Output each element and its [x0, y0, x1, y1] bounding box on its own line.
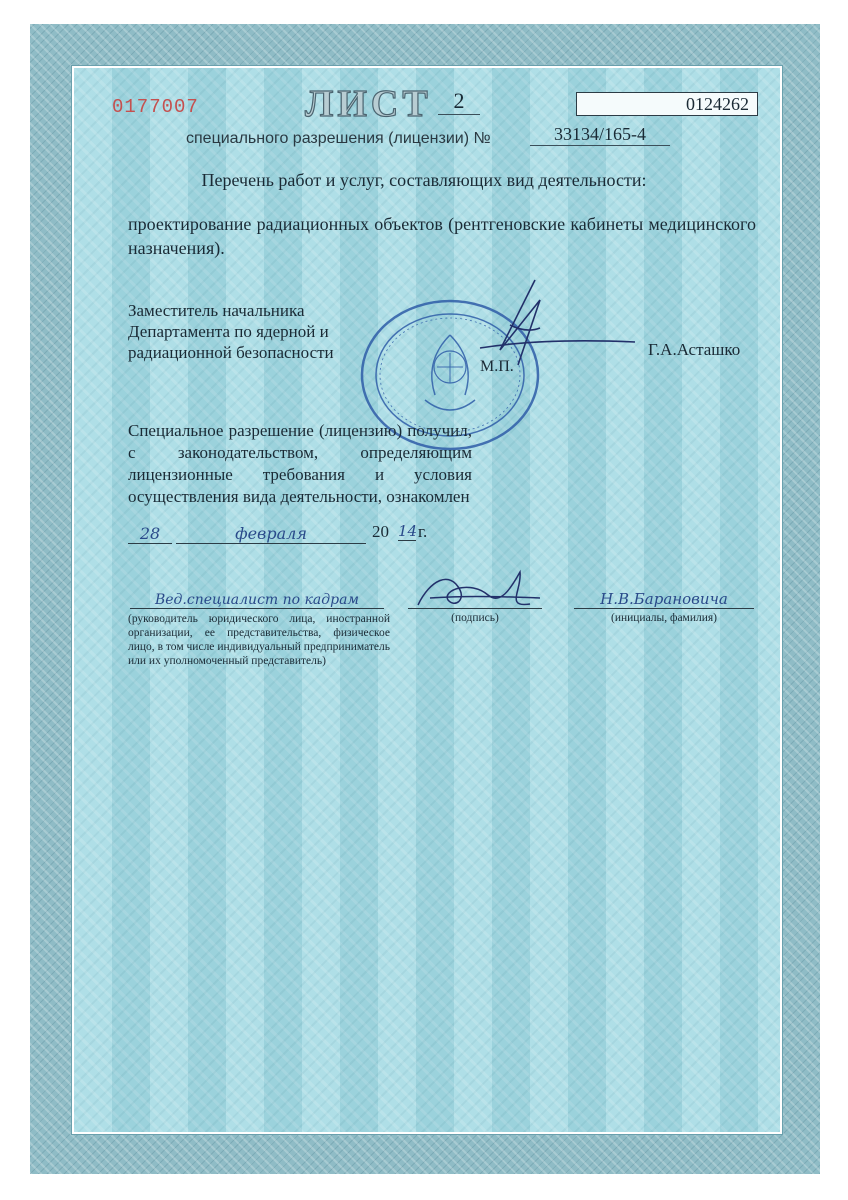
recipient-name-caption: (инициалы, фамилия) [610, 612, 718, 624]
official-title: Заместитель начальника Департамента по ядерной и радиационной безопасности [128, 301, 334, 362]
registration-number-box: 0124262 [576, 92, 758, 116]
date-year-unit: г. [418, 522, 428, 541]
date-year-suffix: 14 [398, 522, 418, 540]
acknowledgement-text: Специальное разрешение (лицензию) получил, с законодательством, определяющим лицензионные требования и условия осуществления вида деятельности, ознакомлен [128, 421, 472, 506]
sheet-title: ЛИСТ [305, 83, 432, 125]
license-number: 33134/165-4 [530, 124, 670, 146]
recipient-position-caption: (руководитель юридического лица, иностранной организации, ее представительства, физическое лицо, в том числе индивидуальный предприниматель или их уполномоченный представитель) [128, 613, 390, 667]
sheet-number: 2 [438, 88, 480, 115]
serial-number: 0177007 [112, 96, 199, 118]
official-name: Г.А.Асташко [648, 340, 741, 359]
recipient-signature [410, 560, 550, 620]
recipient-name: Н.В.Барановича [574, 590, 754, 609]
activity-description: проектирование радиационных объектов (рентгеновские кабинеты медицинского назначения). [128, 214, 756, 258]
signature-line [408, 608, 542, 609]
date-month: февраля [176, 524, 366, 544]
date-day: 28 [128, 524, 172, 544]
works-list-heading: Перечень работ и услуг, составляющих вид деятельности: [201, 170, 647, 190]
license-label: специального разрешения (лицензии) № [186, 130, 491, 147]
recipient-position: Вед.специалист по кадрам [130, 592, 384, 609]
date-year-prefix: 20 [372, 522, 389, 541]
signature-caption: (подпись) [451, 612, 499, 624]
official-signature [440, 270, 640, 380]
stamp-place-label: М.П. [480, 358, 514, 375]
